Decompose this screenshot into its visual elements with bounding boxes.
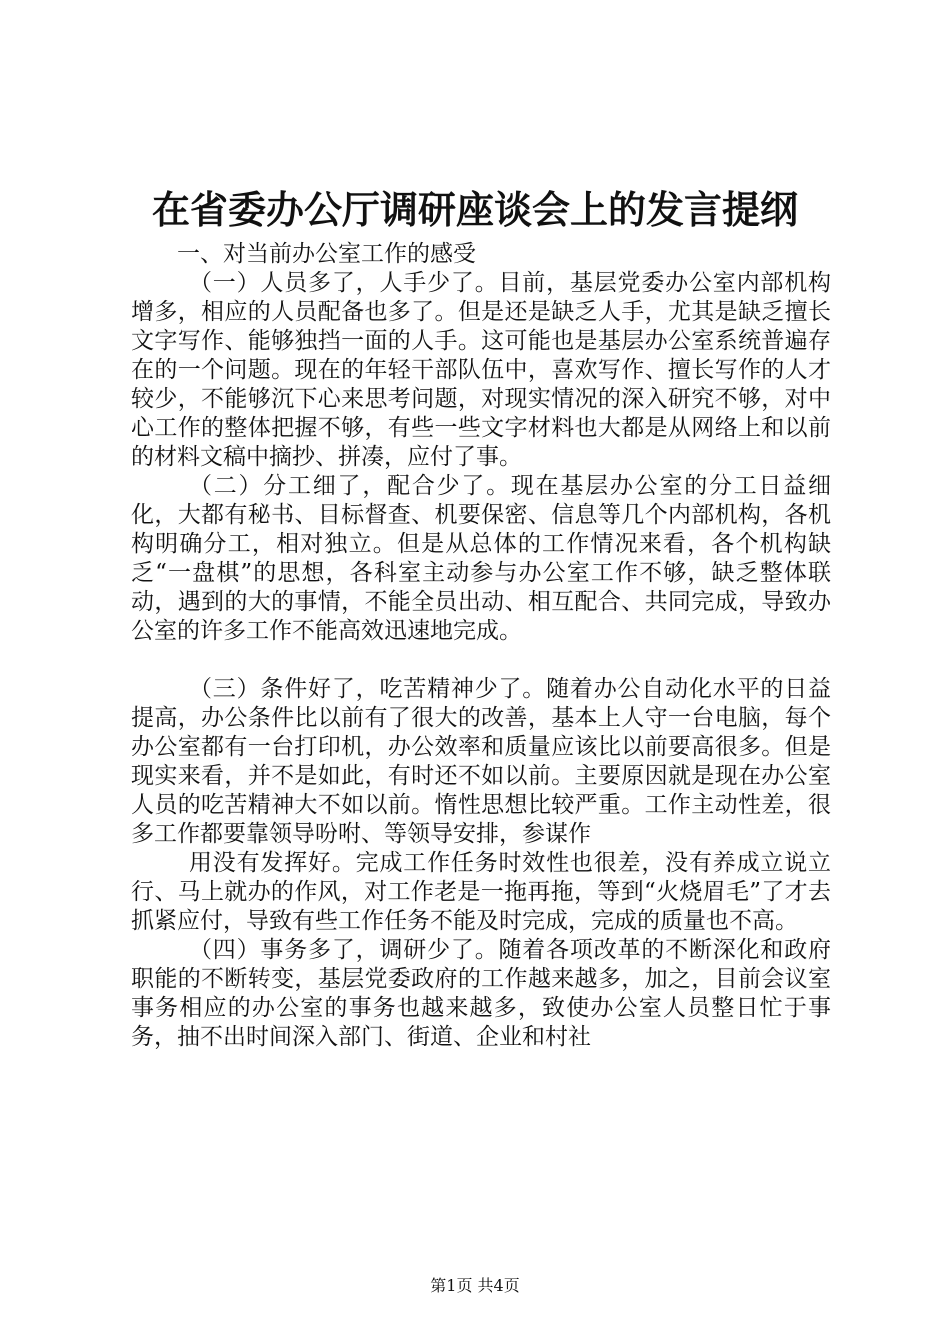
paragraph-2: （二）分工细了，配合少了。现在基层办公室的分工日益细化，大都有秘书、目标督查、机要保密、信息等几个内部机构，各机构明确分工，相对独立。但是从总体的工作情况来看，各个机构缺乏“一盘棋”的思想，各科室主动参与办公室工作不够，缺乏整体联动，遇到的大的事情，不能全员出动、相互配合、共同完成，导致办公室的许多工作不能高效迅速地完成。 [131, 473, 831, 644]
paragraph-spacer [131, 646, 831, 675]
paragraph-3: （三）条件好了，吃苦精神少了。随着办公自动化水平的日益提高，办公条件比以前有了很大的改善，基本上人守一台电脑，每个办公室都有一台打印机，办公效率和质量应该比以前要高很多。但是现实来看，并不是如此，有时还不如以前。主要原因就是现在办公室人员的吃苦精神大不如以前。惰性思想比较严重。工作主动性差，很多工作都要靠领导吩咐、等领导安排，参谋作 [131, 676, 831, 847]
paragraph-5: （四）事务多了，调研少了。随着各项改革的不断深化和政府职能的不断转变，基层党委政府的工作越来越多，加之，目前会议室事务相应的办公室的事务也越来越多，致使办公室人员整日忙于事务，抽不出时间深入部门、街道、企业和村社 [131, 937, 831, 1050]
document-title: 在省委办公厅调研座谈会上的发言提纲 [151, 187, 798, 232]
page-footer: 第1页 共4页 [430, 1276, 520, 1295]
paragraph-4: 用没有发挥好。完成工作任务时效性也很差，没有养成立说立行、马上就办的作风，对工作老是一拖再拖，等到“火烧眉毛”了才去抓紧应付，导致有些工作任务不能及时完成，完成的质量也不高。 [131, 850, 831, 934]
paragraph-1: （一）人员多了，人手少了。目前，基层党委办公室内部机构增多，相应的人员配备也多了。但是还是缺乏人手，尤其是缺乏擅长文字写作、能够独挡一面的人手。这可能也是基层办公室系统普遍存在的一个问题。现在的年轻干部队伍中，喜欢写作、擅长写作的人才较少，不能够沉下心来思考问题，对现实情况的深入研究不够，对中心工作的整体把握不够，有些一些文字材料也大都是从网络上和以前的材料文稿中摘抄、拼凑，应付了事。 [131, 270, 831, 470]
document-body [131, 240, 831, 1052]
section-heading: 一、对当前办公室工作的感受 [177, 241, 476, 267]
